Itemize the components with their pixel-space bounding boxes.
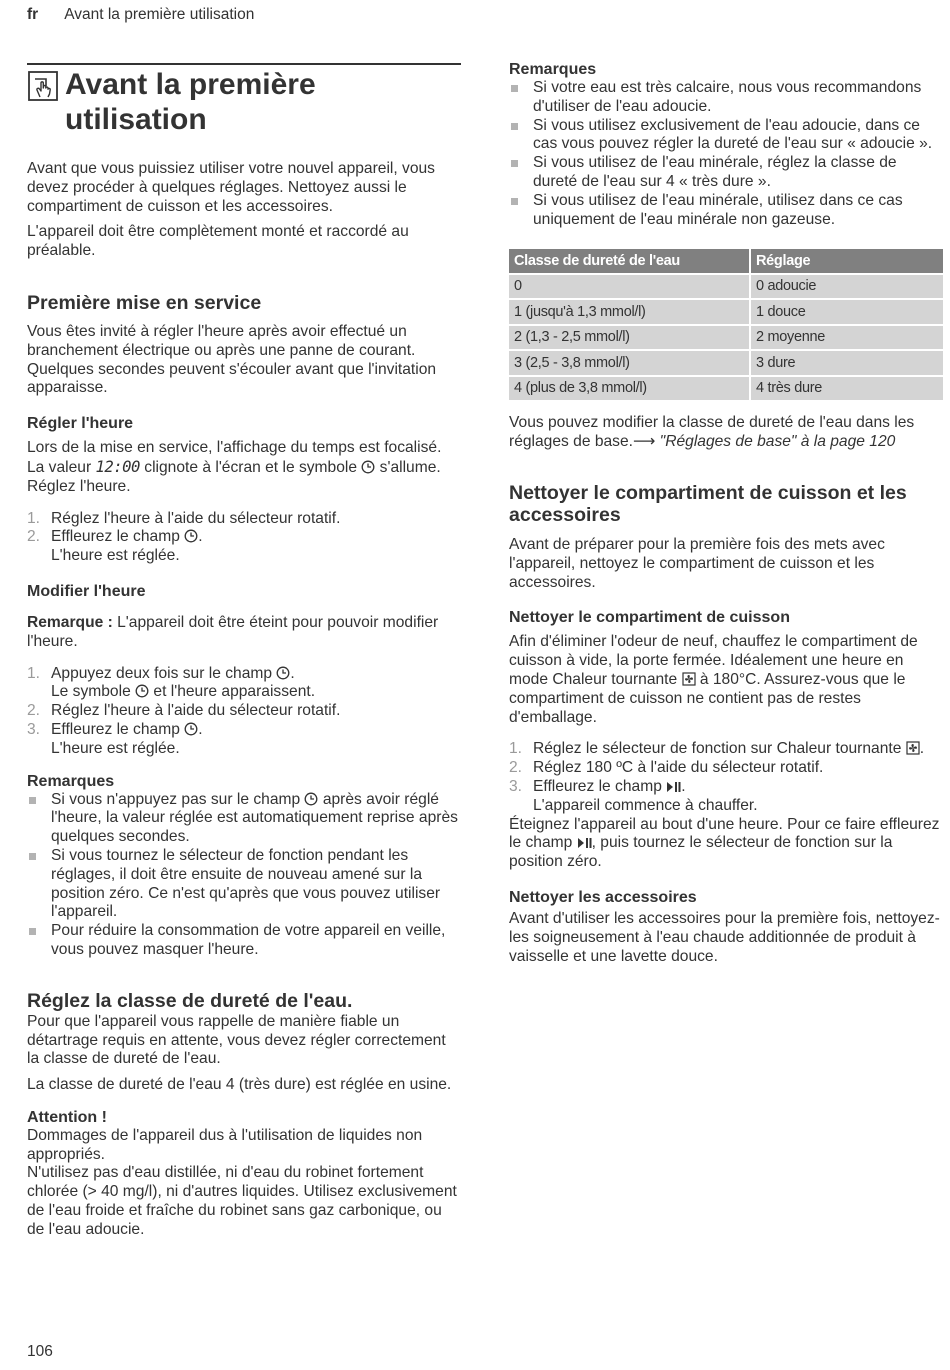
right-column [509, 60, 943, 966]
clock-icon [361, 460, 375, 474]
bullet-square-icon [511, 160, 518, 167]
table-cell: 0 adoucie [751, 275, 943, 301]
table-row [509, 351, 943, 377]
clean-accessories-text: Avant d'utiliser les accessoires pour la première fois, nettoyez-les soigneusement à l'eau chaude additionnée de produit à vaisselle et une lavette douce. [509, 909, 940, 965]
clock-icon [135, 684, 149, 698]
water-hardness-table [509, 249, 943, 402]
set-time-steps [27, 510, 461, 566]
list-item: Si vous utilisez exclusivement de l'eau adoucie, dans ce cas vous pouvez régler la dureté de l'eau sur « adoucie ». [509, 117, 943, 155]
subheading-remarks-right: Remarques [509, 61, 597, 78]
left-column [27, 63, 461, 1240]
intro-paragraph: Avant que vous puissiez utiliser votre nouvel appareil, vous devez procéder à quelques réglages. Nettoyez aussi le compartiment de cuisson et les accessoires. [27, 160, 435, 215]
start-pause-icon [577, 837, 592, 849]
page-header [27, 6, 254, 25]
table-cell: 2 (1,3 - 2,5 mmol/l) [509, 326, 751, 352]
bullet-square-icon [29, 928, 36, 935]
header-title: Avant la première utilisation [64, 6, 255, 23]
bullet-square-icon [29, 797, 36, 804]
remarks-list [27, 791, 461, 960]
cleaning-intro-text: Avant de préparer pour la première fois des mets avec l'appareil, nettoyez le compartiment de cuisson et les accessoires. [509, 535, 885, 591]
page-title: Avant la première utilisation [65, 68, 316, 136]
list-item: Si votre eau est très calcaire, nous vous recommandons d'utiliser de l'eau adoucie. [509, 79, 943, 117]
list-item: 3. Effleurez le champ . L'appareil commence à chauffer. [509, 777, 758, 814]
clean-cavity-after-text: Éteignez l'appareil au bout d'une heure. Pour ce faire effleurez le champ , puis tournez le sélecteur de fonction sur la position zéro. [509, 815, 940, 871]
clean-cavity-text: Afin d'éliminer l'odeur de neuf, chauffez le compartiment de cuisson à vide, la porte fermée. Idéalement une heure en mode Chaleur tournante à 180°C. Assurez-vous que le compartiment de cuisson ne contient pas de restes d'emballage. [509, 633, 918, 726]
page-number: 106 [27, 1343, 53, 1360]
attention-heading: Attention ! [27, 1108, 107, 1126]
display-value: 12:00 [95, 457, 140, 476]
column-header: Classe de dureté de l'eau [509, 249, 751, 275]
list-item: Si vous n'appuyez pas sur le champ après avoir réglé l'heure, la valeur réglée est automatiquement reprise après quelques secondes. [27, 791, 461, 847]
table-cell: 4 très dure [751, 377, 943, 403]
hardness-factory-text: La classe de dureté de l'eau 4 (très dure) est réglée en usine. [27, 1076, 452, 1094]
table-header-row [509, 249, 943, 275]
cross-reference-link[interactable]: "Réglages de base" à la page 120 [655, 433, 896, 451]
subheading-clean-cavity: Nettoyer le compartiment de cuisson [509, 609, 790, 627]
language-code: fr [27, 6, 39, 23]
table-cell: 1 (jusqu'à 1,3 mmol/l) [509, 300, 751, 326]
subheading-remarks: Remarques [27, 772, 115, 790]
start-pause-icon [666, 781, 681, 793]
attention-text: Dommages de l'appareil dus à l'utilisation de liquides non appropriés. [27, 1126, 423, 1163]
subheading-clean-accessories: Nettoyer les accessoires [509, 888, 697, 906]
section-heading-first-use: Première mise en service [27, 291, 262, 314]
first-use-text: Vous êtes invité à régler l'heure après avoir effectué un branchement électrique ou après une panne de courant. Quelques secondes peuvent s'écouler avant que l'invitation apparaisse. [27, 322, 437, 397]
section-heading-cleaning: Nettoyer le compartiment de cuisson et les accessoires [509, 481, 907, 526]
list-item: 2. Réglez l'heure à l'aide du sélecteur rotatif. [27, 702, 341, 720]
set-time-text: Lors de la mise en service, l'affichage du temps est focalisé. La valeur 12:00 clignote à l'écran et le symbole s'allume. Réglez l'heure. [27, 439, 442, 495]
attention-text-2: N'utilisez pas d'eau distillée, ni d'eau du robinet fortement chlorée (> 40 mg/l), ni d'autres liquides. Utilisez exclusivement de l'eau froide et fraîche du robinet sans gaz carbonique, ou de l'eau adoucie. [27, 1164, 457, 1238]
table-row [509, 275, 943, 301]
clock-icon [276, 666, 290, 680]
list-item: 1. Appuyez deux fois sur le champ . Le symbole et l'heure apparaissent. [27, 664, 316, 701]
list-item: 2. Réglez 180 ºC à l'aide du sélecteur rotatif. [509, 759, 824, 777]
hardness-text: Pour que l'appareil vous rappelle de manière fiable un détartrage requis en attente, vous devez régler correctement la classe de dureté de l'eau. [27, 1012, 446, 1068]
hand-touch-icon [28, 71, 58, 101]
clock-icon [304, 792, 318, 806]
bullet-square-icon [511, 198, 518, 205]
list-item: 3. Effleurez le champ . L'heure est réglée. [27, 720, 203, 757]
bullet-square-icon [511, 123, 518, 130]
table-cell: 4 (plus de 3,8 mmol/l) [509, 377, 751, 403]
table-cell: 0 [509, 275, 751, 301]
intro-paragraph-2: L'appareil doit être complètement monté et raccordé au préalable. [27, 223, 409, 260]
clock-icon [184, 529, 198, 543]
clock-icon [184, 722, 198, 736]
modify-time-note: Remarque : L'appareil doit être éteint pour pouvoir modifier l'heure. [27, 613, 439, 650]
table-row [509, 326, 943, 352]
bullet-square-icon [29, 853, 36, 860]
section-heading-water-hardness: Réglez la classe de dureté de l'eau. [27, 989, 353, 1012]
table-cell: 1 douce [751, 300, 943, 326]
list-item: 1. Réglez l'heure à l'aide du sélecteur rotatif. [27, 509, 341, 527]
subheading-set-time: Régler l'heure [27, 415, 134, 433]
list-item: Si vous utilisez de l'eau minérale, utilisez dans ce cas uniquement de l'eau minérale non gazeuse. [509, 192, 943, 230]
table-cell: 3 (2,5 - 3,8 mmol/l) [509, 351, 751, 377]
modify-time-steps [27, 665, 461, 759]
bullet-square-icon [511, 85, 518, 92]
list-item: Si vous tournez le sélecteur de fonction pendant les réglages, il doit être ensuite de nouveau amené sur la position zéro. Ce n'est qu'après que vous pouvez utiliser l'appareil. [27, 847, 461, 922]
remarks-list-right [509, 79, 943, 229]
table-row [509, 300, 943, 326]
clean-cavity-steps [509, 740, 943, 815]
hardness-basic-settings-text: Vous pouvez modifier la classe de dureté de l'eau dans les réglages de base.⟶ "Réglages de base" à la page 120 [509, 414, 915, 451]
list-item: 2. Effleurez le champ . L'heure est réglée. [27, 528, 203, 565]
table-cell: 3 dure [751, 351, 943, 377]
hot-air-fan-icon [682, 672, 696, 686]
subheading-modify-time: Modifier l'heure [27, 582, 146, 600]
list-item: 1. Réglez le sélecteur de fonction sur Chaleur tournante . [509, 740, 925, 758]
table-row [509, 377, 943, 403]
cross-reference-arrow-icon: ⟶ [632, 433, 656, 451]
chapter-title-block [27, 63, 461, 137]
hot-air-fan-icon [906, 741, 920, 755]
list-item: Pour réduire la consommation de votre appareil en veille, vous pouvez masquer l'heure. [27, 922, 461, 960]
list-item: Si vous utilisez de l'eau minérale, réglez la classe de dureté de l'eau sur 4 « très dure ». [509, 154, 943, 192]
table-cell: 2 moyenne [751, 326, 943, 352]
column-header: Réglage [751, 249, 943, 275]
